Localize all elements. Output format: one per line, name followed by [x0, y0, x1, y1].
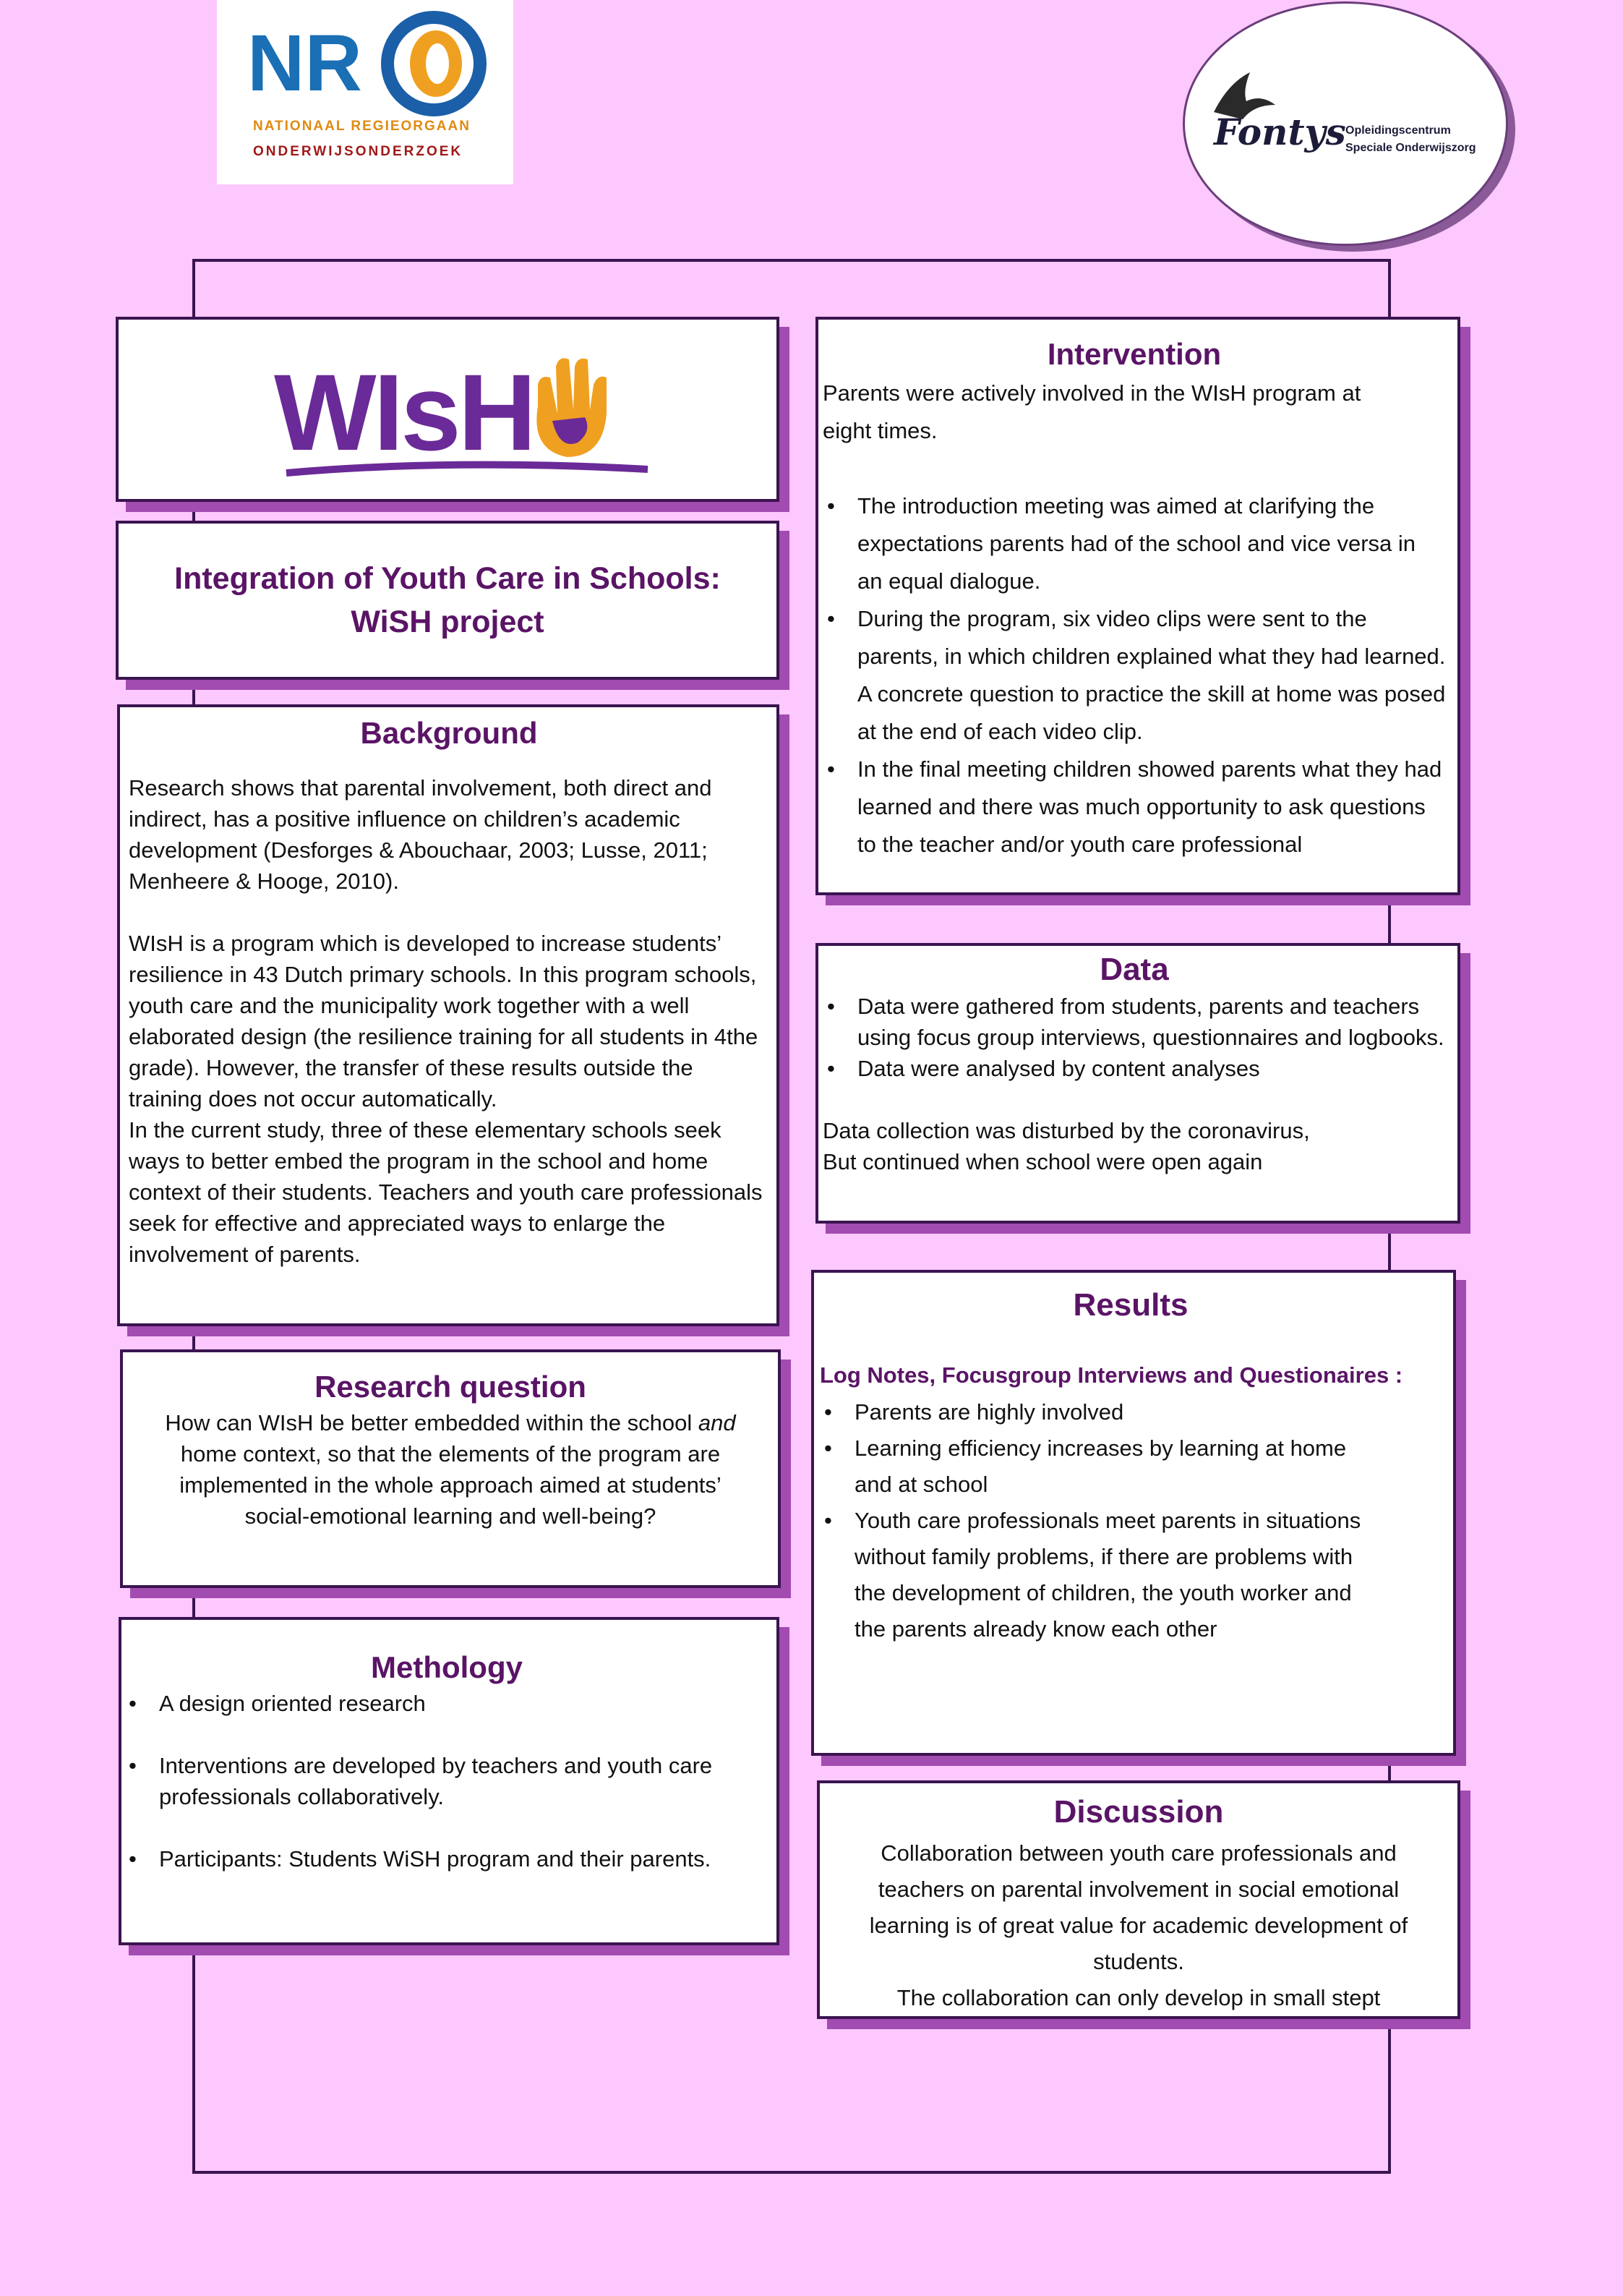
- results-item: • Youth care professionals meet parents in situations without family problems, if there are problems with the development of children, the youth worker and the parents already know each other: [820, 1503, 1369, 1647]
- research-question-pre: How can WIsH be better embedded within the school: [165, 1410, 693, 1435]
- methology-item: • Participants: Students WiSH program and their parents.: [124, 1843, 769, 1874]
- nro-line2: ONDERWIJSONDERZOEK: [253, 144, 463, 159]
- results-box: [811, 1270, 1456, 1756]
- data-heading: Data: [1100, 952, 1169, 987]
- fontys-name: Fontys: [1214, 111, 1346, 153]
- data-item: • Data were gathered from students, parents and teachers using focus group interviews, questionnaires and logbooks.: [823, 991, 1446, 1053]
- nro-letters: NR: [247, 19, 362, 108]
- research-question-heading: Research question: [314, 1370, 586, 1404]
- intervention-item: • During the program, six video clips were sent to the parents, in which children explained what they had learned. A concrete question to practice the skill at home was posed at the end of each video clip.: [823, 600, 1446, 751]
- wish-logo-box: [116, 317, 779, 502]
- poster-title-line1: Integration of Youth Care in Schools:: [174, 561, 721, 596]
- nro-line1: NATIONAAL REGIEORGAAN: [253, 119, 471, 134]
- results-list: [820, 1394, 1442, 1647]
- intervention-box: [815, 317, 1460, 895]
- background-paragraph-2: WIsH is a program which is developed to increase students’ resilience in 43 Dutch primary schools. In this program schools, youth care and the municipality work together with a well elaborated design (the resilience training for all students in 4the grade). However, the transfer of these results outside the training does not occur automatically.: [129, 931, 758, 1111]
- intervention-item: • The introduction meeting was aimed at clarifying the expectations parents had of the school and vice versa in an equal dialogue.: [823, 487, 1446, 600]
- discussion-box: [817, 1780, 1460, 2019]
- discussion-text: Collaboration between youth care professionals and teachers on parental involvement in social emotional learning is of great value for academic development of students.: [869, 1840, 1408, 1974]
- hand-icon: [536, 358, 607, 457]
- background-heading: Background: [360, 716, 538, 750]
- methology-heading: Methology: [371, 1650, 523, 1684]
- data-note-2: But continued when school were open again: [823, 1149, 1263, 1174]
- fontys-line2: Speciale Onderwijszorg: [1345, 142, 1476, 154]
- fontys-line1: Opleidingscentrum: [1345, 124, 1451, 137]
- research-question-box: [120, 1349, 781, 1588]
- nro-logo: [217, 0, 513, 184]
- methology-item: • A design oriented research: [124, 1688, 769, 1719]
- methology-item: • Interventions are developed by teachers and youth care professionals collaboratively.: [124, 1750, 769, 1812]
- methology-list: [124, 1688, 769, 1874]
- research-question-post: home context, so that the elements of the program are implemented in the whole approach aimed at students’ social-emotional learning and well-being?: [179, 1441, 721, 1529]
- intervention-list: [823, 487, 1446, 863]
- research-question-emphasis: and: [698, 1410, 736, 1435]
- title-box: [116, 521, 779, 680]
- intervention-item: • In the final meeting children showed parents what they had learned and there was much opportunity to ask questions to the teacher and/or youth care professional: [823, 751, 1446, 863]
- results-item: • Parents are highly involved: [820, 1394, 1369, 1430]
- results-heading: Results: [1073, 1287, 1189, 1323]
- discussion-text-2: The collaboration can only develop in small stept: [896, 1985, 1381, 2010]
- data-box: [815, 943, 1460, 1224]
- intervention-heading: Intervention: [1047, 337, 1222, 371]
- background-box: [117, 704, 779, 1326]
- data-note-1: Data collection was disturbed by the coronavirus,: [823, 1118, 1310, 1143]
- data-item: • Data were analysed by content analyses: [823, 1053, 1446, 1084]
- poster-title-line2: WiSH project: [351, 605, 544, 639]
- discussion-heading: Discussion: [1053, 1794, 1224, 1830]
- results-subheading: Log Notes, Focusgroup Interviews and Questionaires :: [820, 1362, 1403, 1388]
- wish-logo: [119, 320, 776, 499]
- background-paragraph-3: In the current study, three of these elementary schools seek ways to better embed the program in the school and home context of their students. Teachers and youth care professionals seek for effective and appreciated ways to enlarge the involvement of parents.: [129, 1117, 763, 1267]
- results-item: • Learning efficiency increases by learning at home and at school: [820, 1430, 1369, 1503]
- fontys-logo: [1183, 1, 1508, 246]
- nro-logo-mark: [217, 0, 513, 184]
- fontys-logo-mark: [1185, 4, 1506, 244]
- wish-logo-text: WIsH: [274, 351, 534, 473]
- background-paragraph-1: Research shows that parental involvement, both direct and indirect, has a positive influence on children’s academic development (Desforges & Abouchaar, 2003; Lusse, 2011; Menheere & Hooge, 2010).: [129, 775, 712, 894]
- data-list: [823, 991, 1446, 1084]
- research-question-text: [145, 1407, 756, 1532]
- intervention-intro: Parents were actively involved in the WIsH program at eight times.: [823, 380, 1361, 443]
- methology-box: [119, 1617, 779, 1945]
